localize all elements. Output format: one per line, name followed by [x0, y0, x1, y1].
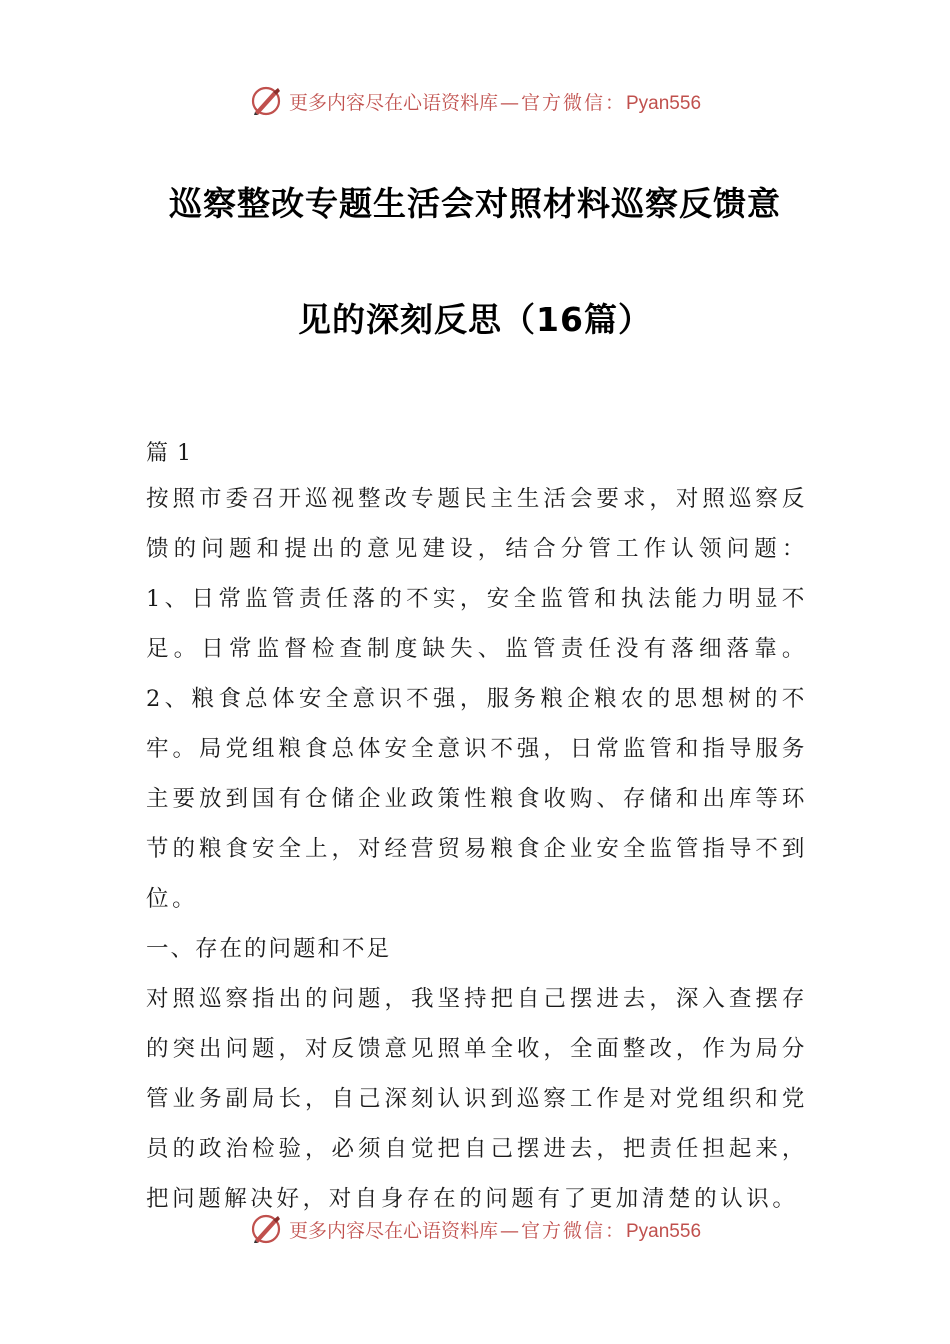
- watermark-wechat-id: Pyan556: [626, 1220, 702, 1242]
- document-title-line1: 巡察整改专题生活会对照材料巡察反馈意: [169, 184, 781, 223]
- watermark-site-text: 更多内容尽在心语资料库: [288, 1219, 498, 1242]
- section-label: 篇 1: [146, 441, 192, 466]
- watermark-wechat-id: Pyan556: [626, 92, 702, 114]
- watermark-text: [289, 1216, 701, 1243]
- watermark-text: [289, 88, 701, 115]
- document-title-line2: 见的深刻反思（16篇）: [298, 300, 652, 339]
- document-body: [146, 434, 808, 1224]
- watermark-site-text: 更多内容尽在心语资料库: [288, 91, 498, 114]
- footer-watermark: [0, 1212, 950, 1246]
- pen-logo-icon: [249, 84, 283, 118]
- watermark-dash: —: [499, 91, 519, 114]
- watermark-wechat-label: 官方微信：: [520, 1219, 626, 1242]
- pen-logo-icon: [249, 1212, 283, 1246]
- paragraph-2: 对照巡察指出的问题，我坚持把自己摆进去，深入查摆存的突出问题，对反馈意见照单全收，全面整改，作为局分管业务副局长，自己深刻认识到巡察工作是对党组织和党员的政治检验，必须自觉把自己摆进去，把责任担起来，把问题解决好，对自身存在的问题有了更加清楚的认识。: [146, 986, 808, 1212]
- paragraph-1: 按照市委召开巡视整改专题民主生活会要求，对照巡察反馈的问题和提出的意见建设，结合分管工作认领问题：1、日常监管责任落的不实，安全监管和执法能力明显不足。日常监督检查制度缺失、监管责任没有落细落靠。2、粮食总体安全意识不强，服务粮企粮农的思想树的不牢。局党组粮食总体安全意识不强，日常监管和指导服务主要放到国有仓储企业政策性粮食收购、存储和出库等环节的粮食安全上，对经营贸易粮食企业安全监管指导不到位。: [146, 486, 808, 912]
- section-heading-1: 一、存在的问题和不足: [146, 936, 392, 962]
- watermark-dash: —: [499, 1219, 519, 1242]
- header-watermark: [0, 84, 950, 118]
- watermark-wechat-label: 官方微信：: [520, 91, 626, 114]
